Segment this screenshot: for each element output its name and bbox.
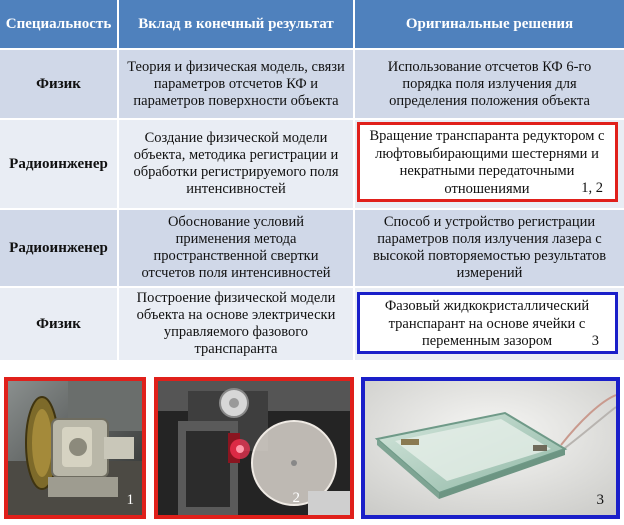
table-row <box>0 50 624 118</box>
contribution-cell: Теория и физическая модель, связи параметров отсчетов КФ и параметров поверхности объекта <box>119 50 353 118</box>
solution-cell: Способ и устройство регистрации параметров поля излучения лазера с высокой повторяемостью результатов измерений <box>355 210 624 286</box>
photo-label: 2 <box>292 490 300 506</box>
contribution-cell: Построение физической модели объекта на основе электрически управляемого фазового транспаранта <box>119 288 353 360</box>
photo-rotating-transparency <box>154 377 354 519</box>
highlight-blue-box <box>357 292 618 354</box>
photo-label: 1 <box>126 492 134 508</box>
photo-reference: 3 <box>591 333 599 349</box>
speciality-cell: Радиоинженер <box>0 210 117 286</box>
speciality-cell: Физик <box>0 50 117 118</box>
table-row <box>0 210 624 286</box>
header-solutions: Оригинальные решения <box>355 0 624 48</box>
photo-gear-reducer <box>4 377 146 519</box>
photo-liquid-crystal-cell <box>361 377 620 519</box>
solution-cell: Использование отсчетов КФ 6-го порядка поля излучения для определения положения объекта <box>355 50 624 118</box>
solution-text: Фазовый жидкокристаллический транспарант на основе ячейки с переменным зазором <box>384 298 590 349</box>
table-row <box>0 288 624 360</box>
solution-cell-wrapper <box>355 288 624 360</box>
table-row <box>0 120 624 208</box>
contribution-cell: Создание физической модели объекта, методика регистрации и обработки регистрируемого поля интенсивностей <box>119 120 353 208</box>
speciality-cell: Радиоинженер <box>0 120 117 208</box>
photo-reference: 1, 2 <box>581 180 603 196</box>
contribution-cell: Обоснование условий применения метода пространственной свертки отсчетов поля интенсивностей <box>119 210 353 286</box>
solution-cell-wrapper <box>355 120 624 208</box>
highlight-red-box <box>357 122 618 202</box>
rotating-transparency-image <box>158 381 350 515</box>
liquid-crystal-cell-image <box>365 381 616 515</box>
solution-text: Вращение транспаранта редуктором с люфтовыбирающими шестернями и некратными передаточными отношениями <box>369 128 605 197</box>
speciality-cell: Физик <box>0 288 117 360</box>
photo-label: 3 <box>596 492 604 508</box>
header-contribution: Вклад в конечный результат <box>119 0 353 48</box>
header-speciality: Специальность <box>0 0 117 48</box>
gear-reducer-image <box>8 381 142 515</box>
